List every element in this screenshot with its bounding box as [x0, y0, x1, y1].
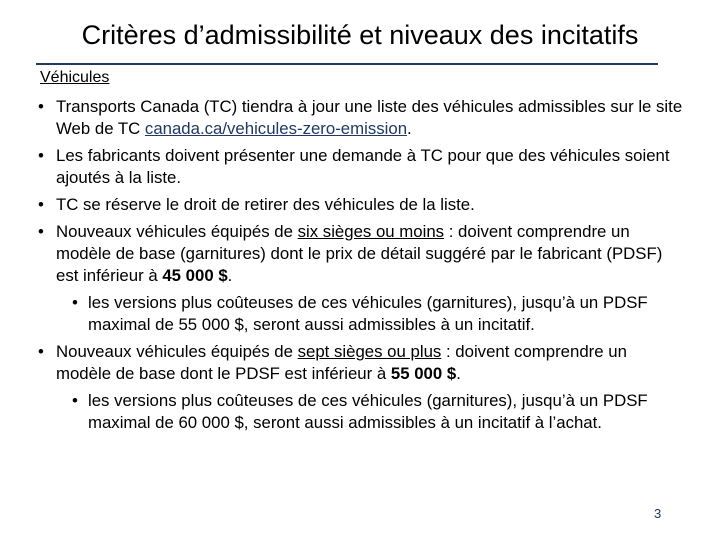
- bullet-text: les versions plus coûteuses de ces véhicules (garnitures), jusqu’à un PDSF maximal de 60 000 $, seront aussi admissibles à un incitatif à l’achat.: [88, 391, 648, 432]
- bold-price: 45 000 $: [162, 266, 228, 285]
- bullet-text: Les fabricants doivent présenter une demande à TC pour que des véhicules soient ajoutés à la liste.: [56, 146, 670, 187]
- bullet-icon: •: [38, 195, 44, 214]
- bullet-text-end: .: [456, 364, 461, 383]
- bullet-text: Transports Canada (TC) tiendra à jour une liste des véhicules admissibles sur le site Web de TC: [56, 97, 683, 138]
- bold-price: 55 000 $: [390, 364, 457, 383]
- bullet-text: Nouveaux véhicules équipés de: [56, 342, 298, 361]
- bullet-icon: •: [38, 222, 44, 241]
- title-divider: [36, 63, 658, 65]
- page-number: 3: [654, 506, 662, 521]
- bullet-icon: •: [38, 146, 44, 165]
- bullet-text-end: .: [227, 266, 233, 285]
- bullet-icon: •: [38, 342, 44, 361]
- sub-bullet-seven-seats: [36, 390, 686, 434]
- sub-bullet-six-seats: [36, 292, 686, 336]
- bullet-icon: •: [72, 293, 78, 312]
- underlined-text: sept sièges ou plus: [297, 342, 442, 361]
- underlined-text: six sièges ou moins: [297, 222, 445, 241]
- bullet-item-manufacturers: [36, 145, 686, 189]
- bullet-text-end: .: [407, 119, 412, 138]
- bullet-item-remove-right: [36, 194, 686, 216]
- bullet-icon: •: [72, 391, 78, 410]
- bullet-text: Nouveaux véhicules équipés de: [56, 222, 298, 241]
- bullet-text-mid: : doivent comprendre un modèle de base dont le PDSF est inférieur à: [56, 342, 627, 383]
- bullet-item-six-seats: [36, 221, 686, 287]
- bullet-list: [36, 96, 686, 434]
- slide-title: Critères d’admissibilité et niveaux des incitatifs: [81, 20, 639, 50]
- bullet-text-mid: : doivent comprendre un modèle de base (garnitures) dont le prix de détail suggéré par le fabricant (PDSF) est inférieur à: [56, 222, 663, 285]
- bullet-item-tc-list: [36, 96, 686, 140]
- vehicles-link[interactable]: canada.ca/vehicules-zero-emission: [144, 119, 408, 138]
- bullet-item-seven-seats: [36, 341, 686, 385]
- bullet-text: TC se réserve le droit de retirer des véhicules de la liste.: [56, 195, 475, 214]
- bullet-icon: •: [38, 97, 44, 116]
- section-heading: Véhicules: [40, 69, 110, 86]
- bullet-text: les versions plus coûteuses de ces véhicules (garnitures), jusqu’à un PDSF maximal de 55 000 $, seront aussi admissibles à un incitatif.: [88, 293, 648, 334]
